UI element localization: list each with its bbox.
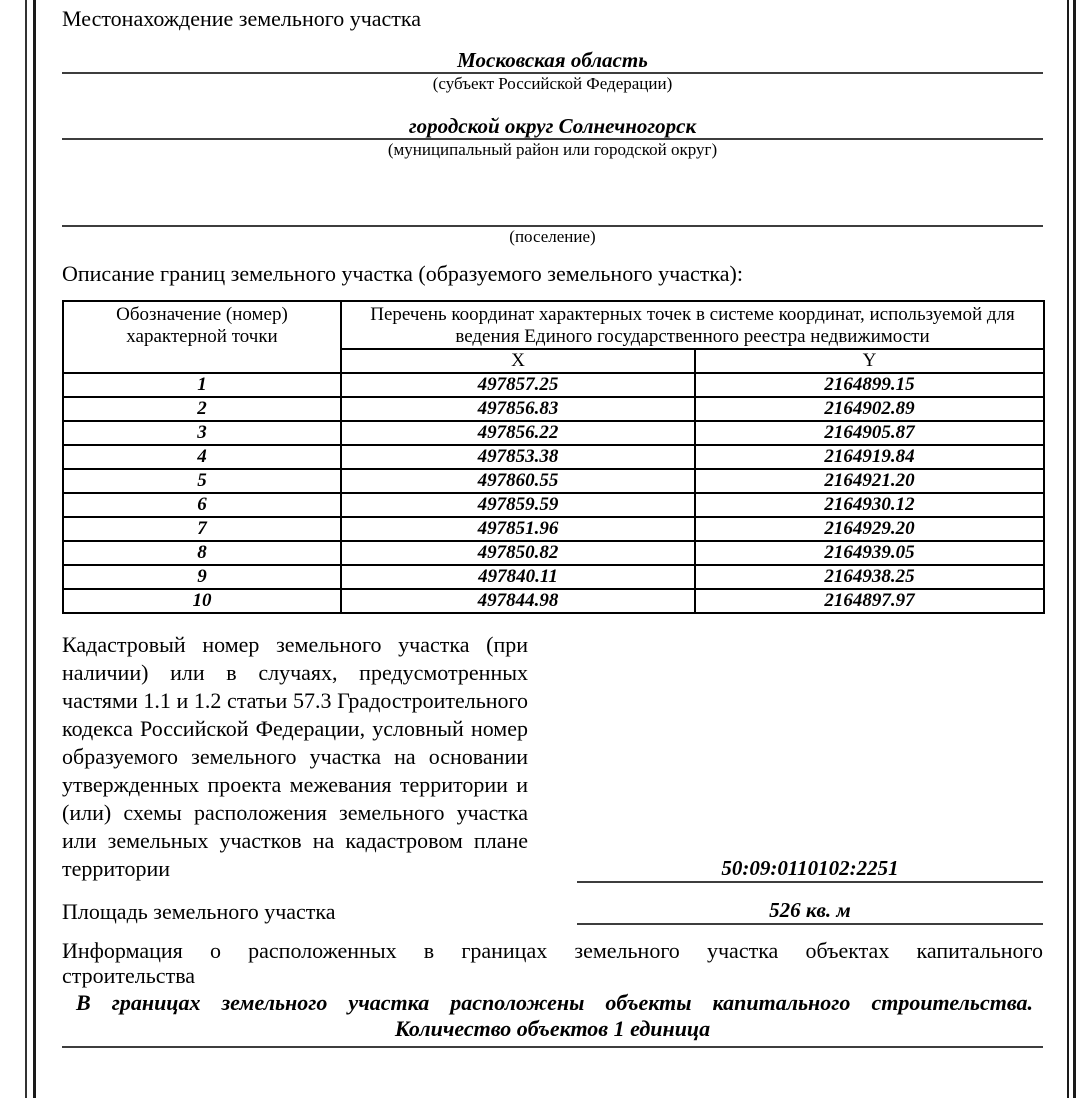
x-coordinate-cell: 497859.59 — [341, 493, 695, 517]
y-coordinate-cell: 2164921.20 — [695, 469, 1044, 493]
point-number-cell: 10 — [63, 589, 341, 613]
capital-objects-value-line1: В границах земельного участка расположены объекты капитального строительства. — [76, 990, 1033, 1015]
page-frame-right-inner — [1067, 0, 1069, 1098]
cadastral-number-section — [62, 631, 1043, 883]
coordinates-table-body — [63, 373, 1044, 613]
page-frame-right-outer — [1073, 0, 1076, 1098]
y-coordinate-cell: 2164897.97 — [695, 589, 1044, 613]
coords-list-header: Перечень координат характерных точек в системе координат, используемой для ведения Единого государственного реестра недвижимости — [341, 301, 1044, 349]
x-coordinate-cell: 497840.11 — [341, 565, 695, 589]
page-frame-left-inner — [33, 0, 36, 1098]
point-number-cell: 3 — [63, 421, 341, 445]
area-section — [62, 897, 1043, 925]
table-row — [63, 517, 1044, 541]
table-row — [63, 421, 1044, 445]
area-value-area — [577, 897, 1043, 925]
table-row — [63, 565, 1044, 589]
page-frame-left-outer — [25, 0, 27, 1098]
point-number-cell: 8 — [63, 541, 341, 565]
y-column-header: Y — [695, 349, 1044, 373]
table-row — [63, 397, 1044, 421]
settlement-caption: (поселение) — [509, 227, 596, 246]
point-number-cell: 9 — [63, 565, 341, 589]
coordinates-table — [62, 300, 1045, 614]
point-number-cell: 1 — [63, 373, 341, 397]
y-coordinate-cell: 2164905.87 — [695, 421, 1044, 445]
x-coordinate-cell: 497856.22 — [341, 421, 695, 445]
cadastral-number-value: 50:09:0110102:2251 — [577, 855, 1043, 883]
table-row — [63, 589, 1044, 613]
area-value: 526 кв. м — [577, 897, 1043, 925]
x-coordinate-cell: 497856.83 — [341, 397, 695, 421]
table-row — [63, 493, 1044, 517]
field-municipality — [62, 114, 1043, 160]
field-subject — [62, 48, 1043, 94]
area-label: Площадь земельного участка — [62, 899, 336, 924]
point-number-cell: 4 — [63, 445, 341, 469]
table-row — [63, 469, 1044, 493]
x-coordinate-cell: 497844.98 — [341, 589, 695, 613]
point-number-cell: 5 — [63, 469, 341, 493]
cadastral-number-label: Кадастровый номер земельного участка (при наличии) или в случаях, предусмотренных частями 1.1 и 1.2 статьи 57.3 Градостроительного кодекса Российской Федерации, условный номер образуемого земельного участка на основании утвержденных проекта межевания территории и (или) схемы расположения земельного участка или земельных участков на кадастровом плане территории — [62, 632, 528, 881]
subject-caption: (субъект Российской Федерации) — [432, 74, 673, 93]
x-coordinate-cell: 497850.82 — [341, 541, 695, 565]
cadastral-number-value-area — [577, 631, 1043, 883]
boundaries-heading: Описание границ земельного участка (образуемого земельного участка): — [62, 261, 743, 286]
table-row — [63, 445, 1044, 469]
x-coordinate-cell: 497853.38 — [341, 445, 695, 469]
point-number-cell: 2 — [63, 397, 341, 421]
x-coordinate-cell: 497860.55 — [341, 469, 695, 493]
table-row — [63, 541, 1044, 565]
municipality-value: городской округ Солнечногорск — [62, 114, 1043, 140]
location-label: Местонахождение земельного участка — [62, 6, 422, 31]
x-coordinate-cell: 497851.96 — [341, 517, 695, 541]
capital-objects-value — [62, 991, 1043, 1048]
point-number-cell: 6 — [63, 493, 341, 517]
y-coordinate-cell: 2164930.12 — [695, 493, 1044, 517]
capital-objects-value-line2: Количество объектов 1 единица — [394, 1016, 711, 1041]
point-number-header: Обозначение (номер) характерной точки — [63, 301, 341, 373]
y-coordinate-cell: 2164899.15 — [695, 373, 1044, 397]
municipality-caption: (муниципальный район или городской округ) — [387, 140, 718, 159]
y-coordinate-cell: 2164902.89 — [695, 397, 1044, 421]
x-column-header: X — [341, 349, 695, 373]
table-row — [63, 373, 1044, 397]
subject-value: Московская область — [62, 48, 1043, 74]
y-coordinate-cell: 2164919.84 — [695, 445, 1044, 469]
capital-objects-label: Информация о расположенных в границах земельного участка объектах капитального строительства — [62, 938, 1043, 988]
y-coordinate-cell: 2164929.20 — [695, 517, 1044, 541]
settlement-value-empty — [62, 180, 1043, 227]
y-coordinate-cell: 2164939.05 — [695, 541, 1044, 565]
x-coordinate-cell: 497857.25 — [341, 373, 695, 397]
field-settlement — [62, 180, 1043, 247]
point-number-cell: 7 — [63, 517, 341, 541]
y-coordinate-cell: 2164938.25 — [695, 565, 1044, 589]
